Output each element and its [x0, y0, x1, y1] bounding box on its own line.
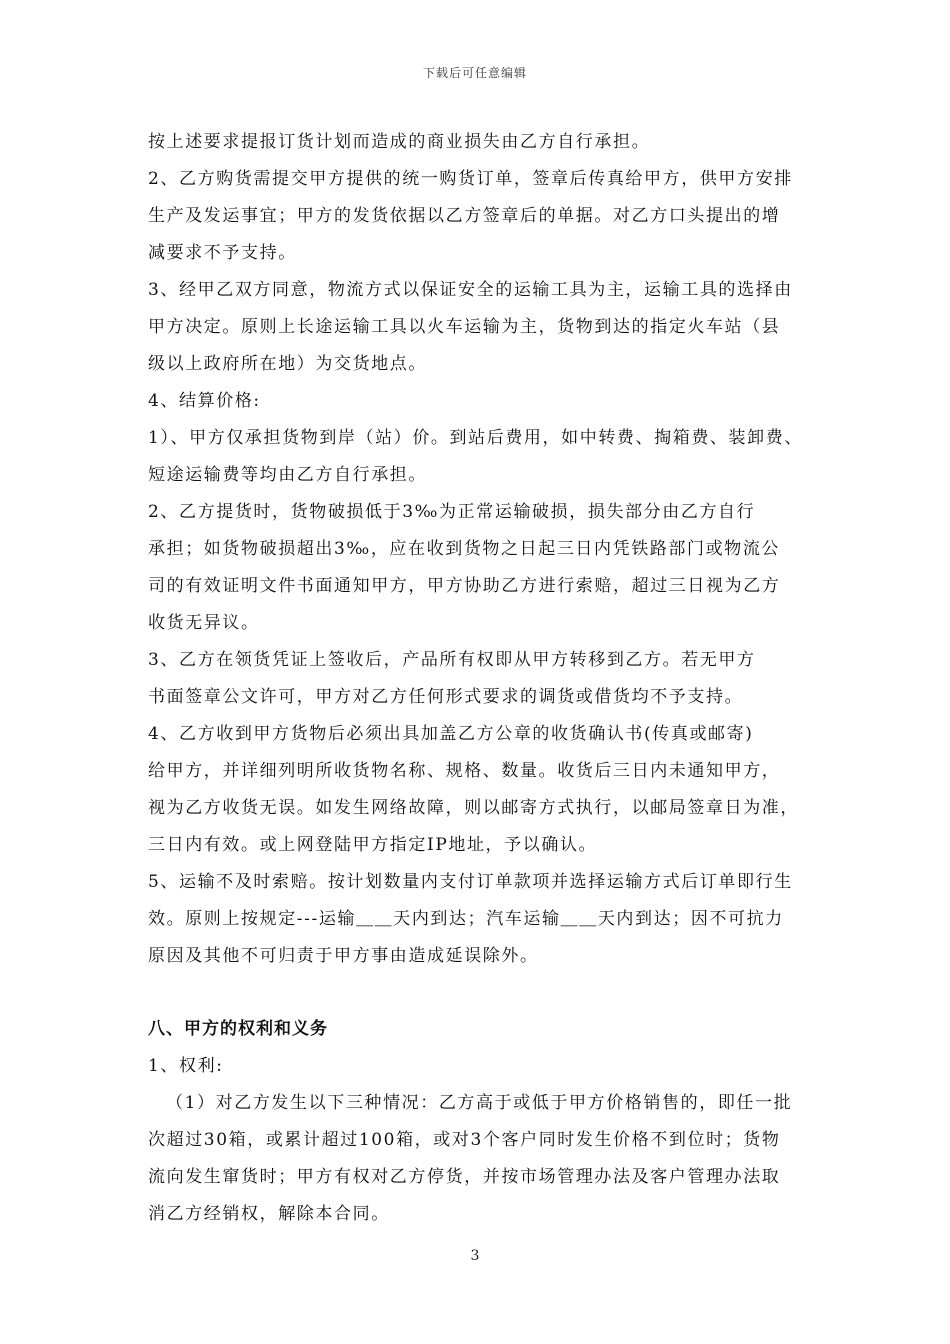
paragraph-line: 司的有效证明文件书面通知甲方，甲方协助乙方进行索赔，超过三日视为乙方 — [148, 576, 781, 596]
paragraph-line: 消乙方经销权，解除本合同。 — [148, 1204, 390, 1224]
paragraph-line: 3、经甲乙双方同意，物流方式以保证安全的运输工具为主，运输工具的选择由 — [148, 280, 793, 300]
paragraph-line: 视为乙方收货无误。如发生网络故障，则以邮寄方式执行，以邮局签章日为准， — [148, 798, 799, 818]
page-header: 下载后可任意编辑 — [422, 66, 527, 80]
paragraph-line: 级以上政府所在地）为交货地点。 — [148, 354, 427, 374]
paragraph-line: 收货无异议。 — [148, 613, 260, 633]
paragraph-line: 5、运输不及时索赔。按计划数量内支付订单款项并选择运输方式后订单即行生 — [148, 872, 793, 892]
paragraph-line: 2、乙方提货时，货物破损低于3‰为正常运输破损，损失部分由乙方自行 — [148, 502, 756, 522]
page-number: 3 — [470, 1248, 480, 1264]
paragraph-line: 甲方决定。原则上长途运输工具以火车运输为主，货物到达的指定火车站（县 — [148, 317, 781, 337]
paragraph-line: 减要求不予支持。 — [148, 243, 297, 263]
paragraph-line: 1、权利: — [148, 1056, 224, 1076]
paragraph-line: （1）对乙方发生以下三种情况：乙方高于或低于甲方价格销售的，即任一批 — [166, 1093, 793, 1113]
section-spacer — [148, 975, 818, 1011]
paragraph-line: 2、乙方购货需提交甲方提供的统一购货订单，签章后传真给甲方，供甲方安排 — [148, 169, 793, 189]
paragraph-line: 流向发生窜货时；甲方有权对乙方停货，并按市场管理办法及客户管理办法取 — [148, 1167, 781, 1187]
paragraph-line: 4、乙方收到甲方货物后必须出具加盖乙方公章的收货确认书(传真或邮寄) — [148, 724, 754, 744]
section-heading: 八、甲方的权利和义务 — [148, 1019, 328, 1039]
paragraph-line: 书面签章公文许可，甲方对乙方任何形式要求的调货或借货均不予支持。 — [148, 687, 744, 707]
paragraph-line: 1）、甲方仅承担货物到岸（站）价。到站后费用，如中转费、掏箱费、装卸费、 — [148, 428, 803, 448]
paragraph-line: 3、乙方在领货凭证上签收后，产品所有权即从甲方转移到乙方。若无甲方 — [148, 650, 756, 670]
paragraph-line: 4、结算价格: — [148, 391, 261, 411]
paragraph-line: 按上述要求提报订货计划而造成的商业损失由乙方自行承担。 — [148, 132, 651, 152]
paragraph-line: 短途运输费等均由乙方自行承担。 — [148, 465, 427, 485]
paragraph-line: 三日内有效。或上网登陆甲方指定IP地址，予以确认。 — [148, 835, 598, 855]
paragraph-line: 承担；如货物破损超出3‰，应在收到货物之日起三日内凭铁路部门或物流公 — [148, 539, 781, 559]
paragraph-line: 原因及其他不可归责于甲方事由造成延误除外。 — [148, 946, 539, 966]
paragraph-line: 次超过30箱，或累计超过100箱，或对3个客户同时发生价格不到位时；货物 — [148, 1130, 781, 1150]
paragraph-line: 生产及发运事宜；甲方的发货依据以乙方签章后的单据。对乙方口头提出的增 — [148, 206, 781, 226]
paragraph-line: 效。原则上按规定---运输＿＿天内到达；汽车运输＿＿天内到达；因不可抗力 — [148, 909, 784, 929]
paragraph-line: 给甲方，并详细列明所收货物名称、规格、数量。收货后三日内未通知甲方， — [148, 761, 781, 781]
document-body — [148, 124, 818, 1233]
